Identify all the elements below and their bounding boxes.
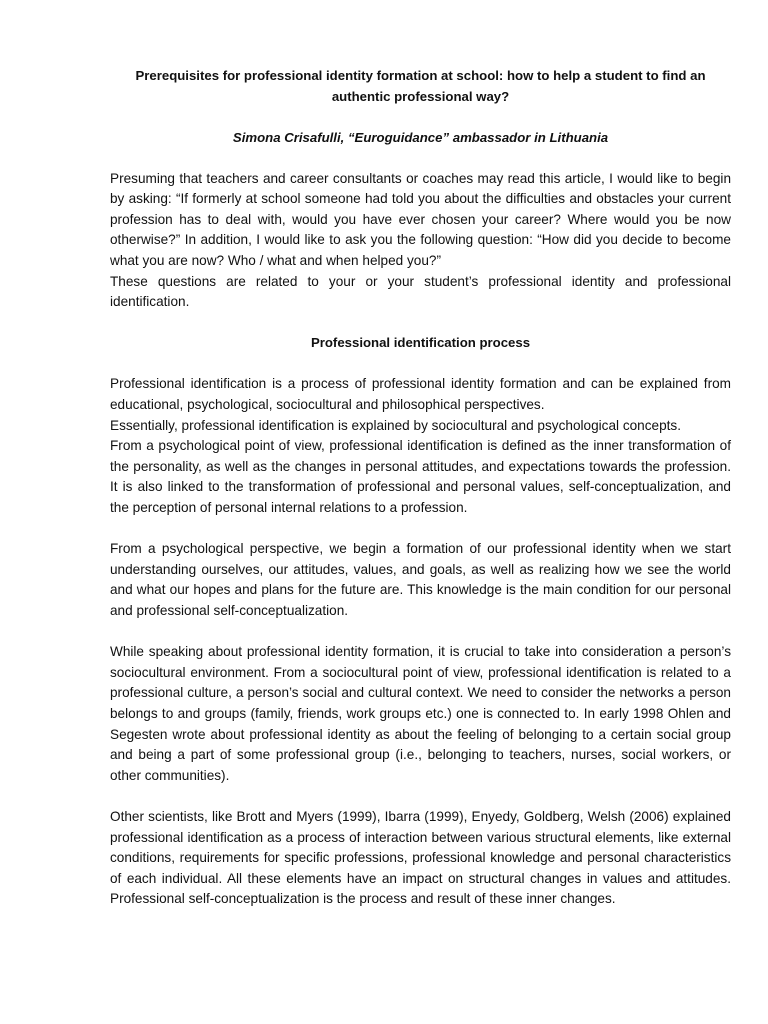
spacer — [110, 622, 731, 643]
spacer — [110, 354, 731, 375]
spacer — [110, 519, 731, 540]
body-paragraph: While speaking about professional identity formation, it is crucial to take into consideration a person’s sociocultural environment. From a sociocultural point of view, professional identification is related to a professional culture, a person’s social and cultural context. We need to consider the networks a person belongs to and groups (family, friends, work groups etc.) one is connected to. In early 1998 Ohlen and Segesten wrote about professional identity as about the feeling of belonging to a certain social group and being a part of some professional group (i.e., belonging to teachers, nurses, social workers, or other communities). — [110, 644, 731, 783]
document-title: Prerequisites for professional identity formation at school: how to help a student to find an authentic professional way? — [135, 68, 706, 104]
body-paragraph: Professional identification is a process of professional identity formation and can be explained from educational, psychological, sociocultural and philosophical perspectives. — [110, 376, 731, 413]
spacer — [110, 313, 731, 334]
intro-paragraph: These questions are related to your or your student’s professional identity and professional identification. — [110, 273, 731, 310]
section-heading: Professional identification process — [310, 335, 531, 351]
document-page — [110, 66, 731, 910]
spacer — [110, 786, 731, 807]
body-paragraph: Other scientists, like Brott and Myers (1999), Ibarra (1999), Enyedy, Goldberg, Welsh (2006) explained professional identification as a process of interaction between various structural elements, like external conditions, requirements for specific professions, professional knowledge and personal characteristics of each individual. All these elements have an impact on structural changes in values and attitudes. Professional self-conceptualization is the process and result of these inner changes. — [110, 808, 731, 907]
body-paragraph: Essentially, professional identification is explained by sociocultural and psychological concepts. — [110, 417, 682, 433]
body-paragraph: From a psychological perspective, we begin a formation of our professional identity when we start understanding ourselves, our attitudes, values, and goals, as well as realizing how we see the world and what our hopes and plans for the future are. This knowledge is the main condition for our personal and professional self-conceptualization. — [110, 541, 731, 618]
spacer — [110, 148, 731, 169]
author-line: Simona Crisafulli, “Euroguidance” ambassador in Lithuania — [232, 129, 609, 145]
body-paragraph: From a psychological point of view, professional identification is defined as the inner transformation of the personality, as well as the changes in personal attitudes, and expectations towards the profession. It is also linked to the transformation of professional and personal values, self-conceptualization, and the perception of personal internal relations to a profession. — [110, 438, 731, 515]
intro-paragraph: Presuming that teachers and career consultants or coaches may read this article, I would like to begin by asking: “If formerly at school someone had told you about the difficulties and obstacles your current profession has to deal with, would you have ever chosen your career? Where would you be now otherwise?” In addition, I would like to ask you the following question: “How did you decide to become what you are now? Who / what and when helped you?” — [110, 170, 731, 268]
